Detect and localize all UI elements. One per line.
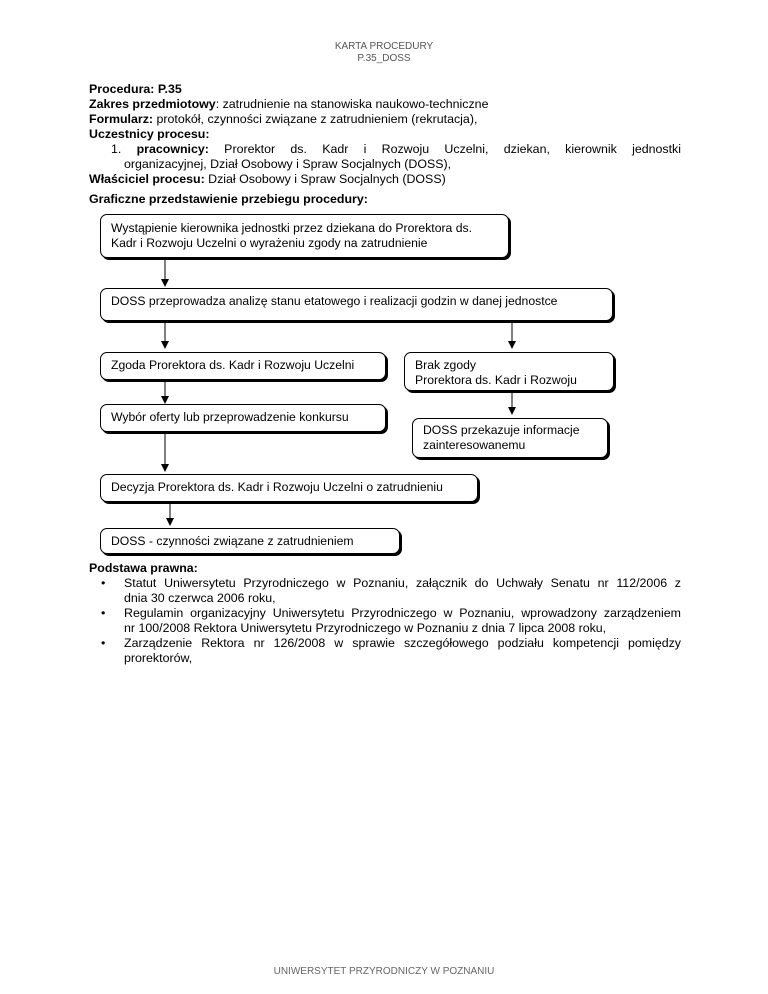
legal-item <box>89 606 681 636</box>
flow-step-2-text: DOSS przeprowadza analizę stanu etatowego i realizacji godzin w danej jednostce <box>111 294 558 308</box>
flow-step-4-notify-line1: DOSS przekazuje informacje <box>423 423 580 437</box>
legal-item <box>89 636 681 666</box>
flow-step-4-notify-line2: zainteresowanemu <box>423 438 526 452</box>
flow-step-4-selection-text: Wybór oferty lub przeprowadzenie konkursu <box>111 410 349 424</box>
legal-basis <box>89 561 681 666</box>
flow-title: Graficzne przedstawienie przebiegu procedury: <box>89 192 368 206</box>
flow-step-3-rejection-line1: Brak zgody <box>415 358 476 372</box>
form-label: Formularz: <box>89 112 154 126</box>
workers-line2: organizacyjnej, Dział Osobowy i Spraw Socjalnych (DOSS), <box>124 157 452 171</box>
legal-item-line2: dnia 30 czerwca 2006 roku, <box>124 591 276 605</box>
flow-step-5-text: Decyzja Prorektora ds. Kadr i Rozwoju Uczelni o zatrudnieniu <box>111 480 443 494</box>
flow-step-1-line1: Wystąpienie kierownika jednostki przez dziekana do Prorektora ds. <box>111 221 472 235</box>
procedure-label: Procedura: P.35 <box>89 82 182 96</box>
legal-item-line1: Regulamin organizacyjny Uniwersytetu Przyrodniczego w Poznaniu, wprowadzony zarządzeniem <box>124 606 681 620</box>
owner-label: Właściciel procesu: <box>89 172 205 186</box>
legal-item-line1: Statut Uniwersytetu Przyrodniczego w Poznaniu, załącznik do Uchwały Senatu nr 112/2006 z <box>124 576 681 590</box>
flow-step-1-line2: Kadr i Rozwoju Uczelni o wyrażeniu zgody na zatrudnienie <box>111 236 428 250</box>
legal-item-line2: nr 100/2008 Rektora Uniwersytetu Przyrodniczego w Poznaniu z dnia 7 lipca 2008 roku, <box>124 621 607 635</box>
flow-step-3-approval <box>100 352 386 380</box>
flow-step-1 <box>100 214 509 258</box>
workers-label: pracownicy: <box>136 142 209 156</box>
legal-list <box>89 576 681 666</box>
flow-step-6 <box>100 528 400 554</box>
legal-item-line2: prorektorów, <box>124 651 193 665</box>
flow-step-4-selection <box>100 404 386 432</box>
legal-item-line1: Zarządzenie Rektora nr 126/2008 w sprawie szczegółowego podziału kompetencji pomiędzy <box>124 636 681 650</box>
participants-label: Uczestnicy procesu: <box>89 127 210 141</box>
scope-value: : zatrudnienie na stanowiska naukowo-techniczne <box>215 97 489 111</box>
bullet-icon: • <box>101 576 106 590</box>
document-footer: UNIWERSYTET PRZYRODNICZY W POZNANIU <box>273 966 495 977</box>
workers-number: 1. <box>111 142 122 156</box>
form-value: protokół, czynności związane z zatrudnieniem (rekrutacja), <box>153 112 478 126</box>
header-title: KARTA PROCEDURY <box>334 41 434 52</box>
header-code: P.35_DOSS <box>357 53 411 64</box>
flow-step-2 <box>100 288 613 321</box>
bullet-icon: • <box>101 636 106 650</box>
bullet-icon: • <box>101 606 106 620</box>
legal-item <box>89 576 681 606</box>
flow-step-3-approval-text: Zgoda Prorektora ds. Kadr i Rozwoju Uczelni <box>111 358 355 372</box>
flow-step-3-rejection-line2: Prorektora ds. Kadr i Rozwoju <box>415 373 577 387</box>
flow-step-3-rejection <box>404 352 614 391</box>
flow-step-4-notify <box>412 418 608 458</box>
legal-title: Podstawa prawna: <box>89 561 198 575</box>
scope-label: Zakres przedmiotowy <box>89 97 216 111</box>
owner-value: Dział Osobowy i Spraw Socjalnych (DOSS) <box>204 172 446 186</box>
flow-step-6-text: DOSS - czynności związane z zatrudnieniem <box>111 534 354 548</box>
flow-step-5 <box>100 474 478 502</box>
workers-line1: Prorektor ds. Kadr i Rozwoju Uczelni, dziekan, kierownik jednostki <box>208 142 681 156</box>
